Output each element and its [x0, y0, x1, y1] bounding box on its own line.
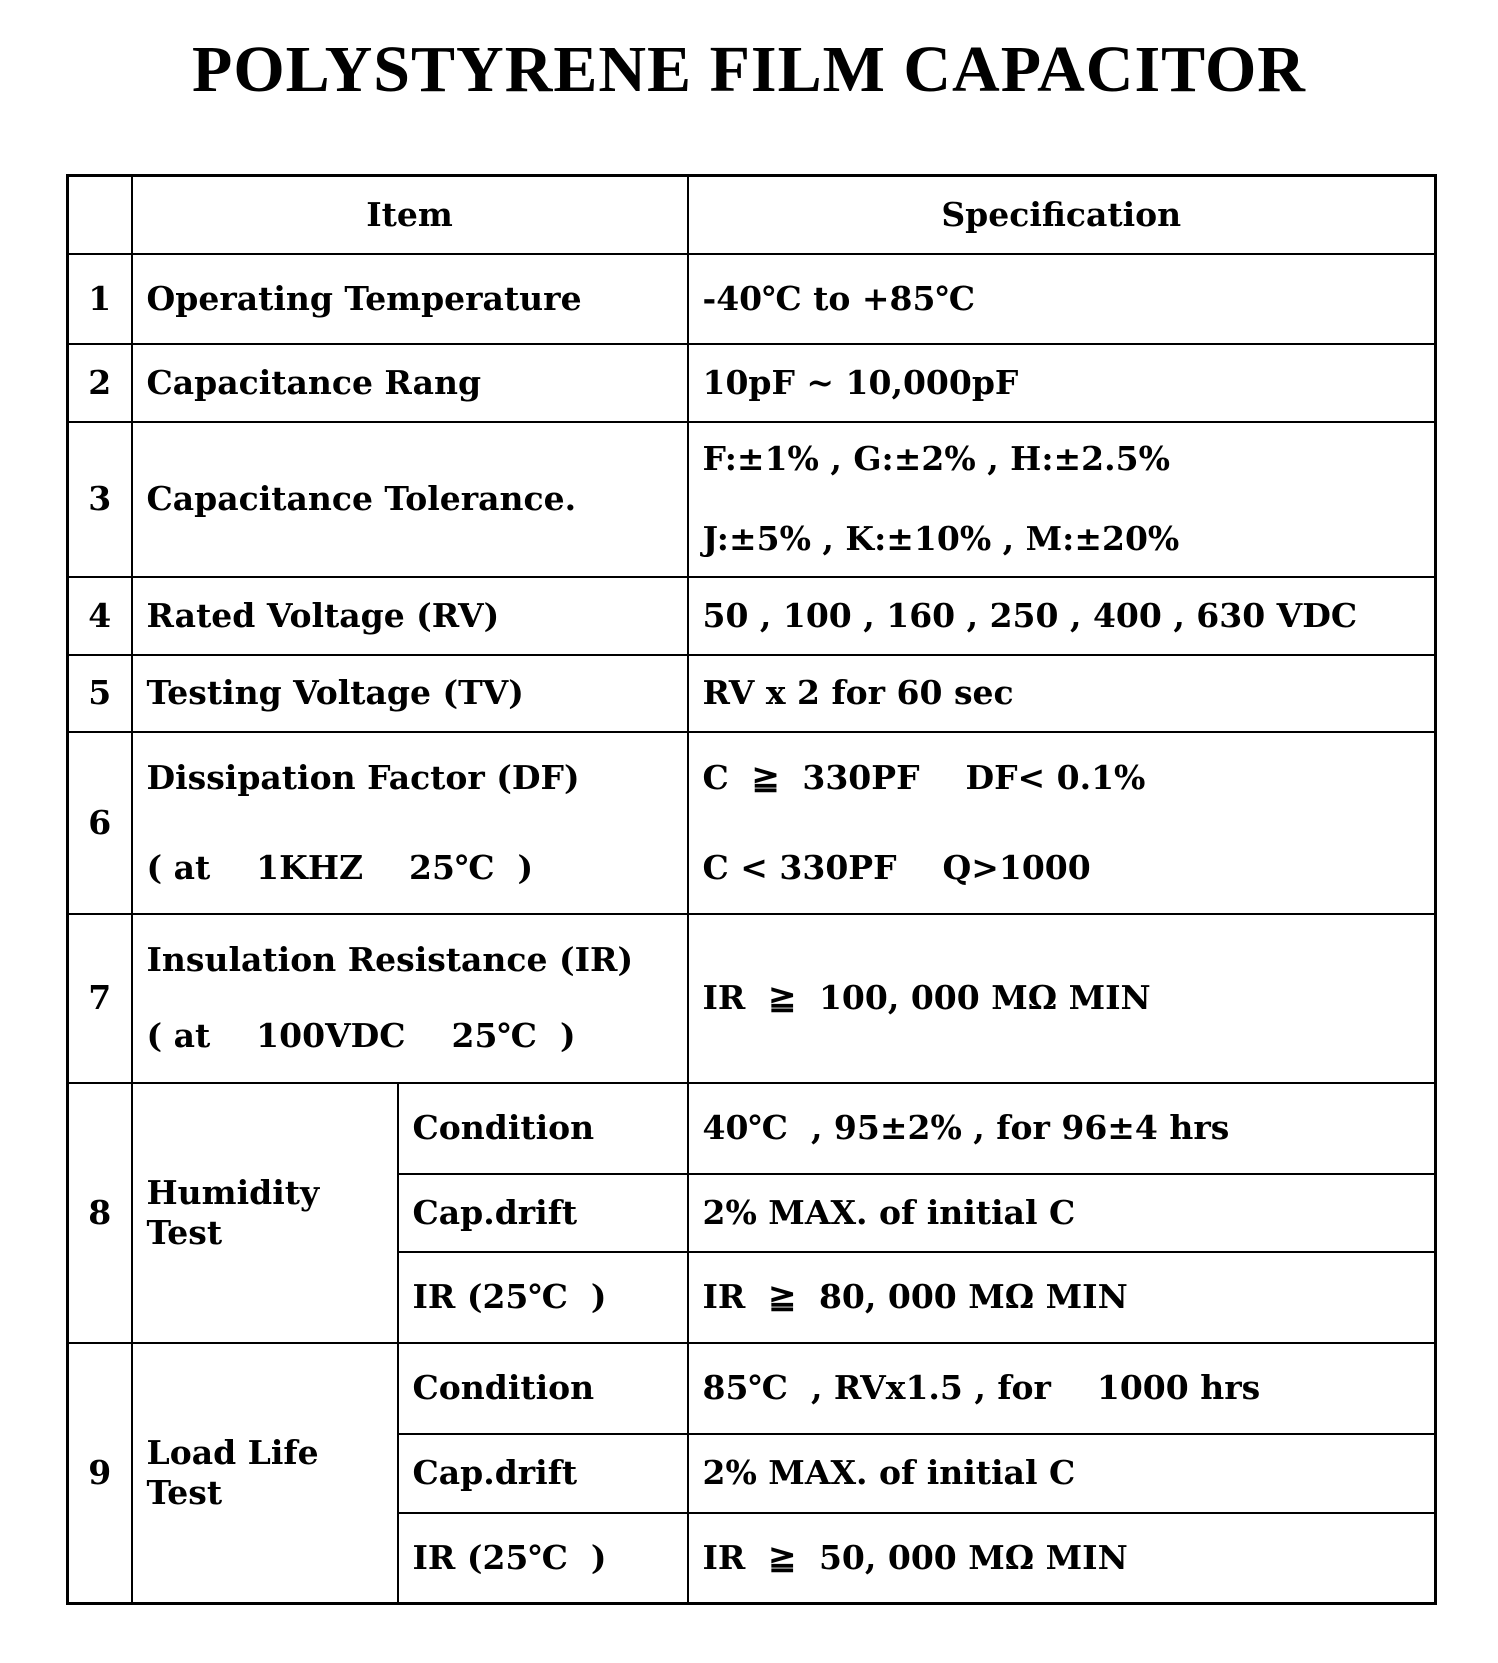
table-row	[68, 732, 1436, 914]
sub-item-cell: IR (25℃ )	[398, 1252, 688, 1343]
spec-cell: 40℃ , 95±2% , for 96±4 hrs	[688, 1083, 1436, 1174]
item-line: Insulation Resistance (IR)	[146, 940, 634, 979]
spec-cell: 85℃ , RVx1.5 , for 1000 hrs	[688, 1343, 1436, 1434]
table-row	[68, 1083, 1436, 1174]
spec-cell: IR ≧ 50, 000 MΩ MIN	[688, 1513, 1436, 1604]
spec-line: C < 330PF Q>1000	[702, 847, 1091, 887]
item-cell	[132, 914, 688, 1083]
spec-line: J:±5% , K:±10% , M:±20%	[702, 519, 1180, 558]
table-row	[68, 577, 1436, 655]
row-number: 3	[68, 422, 132, 577]
row-number: 1	[68, 254, 132, 344]
sub-item-cell: Condition	[398, 1083, 688, 1174]
row-number: 9	[68, 1343, 132, 1604]
item-cell: Operating Temperature	[132, 254, 688, 344]
sub-item-cell: Cap.drift	[398, 1434, 688, 1513]
header-row	[68, 176, 1436, 254]
row-number: 8	[68, 1083, 132, 1343]
item-cell: Capacitance Tolerance.	[132, 422, 688, 577]
spec-cell: 10pF ~ 10,000pF	[688, 344, 1436, 422]
sub-item-cell: Cap.drift	[398, 1174, 688, 1252]
item-cell: Load Life Test	[132, 1343, 398, 1604]
item-cell	[132, 732, 688, 914]
spec-line: F:±1% , G:±2% , H:±2.5%	[702, 439, 1170, 478]
item-line: ( at 100VDC 25℃ )	[146, 1016, 576, 1055]
table-row	[68, 914, 1436, 1083]
item-cell: Rated Voltage (RV)	[132, 577, 688, 655]
item-line: Dissipation Factor (DF)	[146, 757, 580, 797]
spec-cell: RV x 2 for 60 sec	[688, 655, 1436, 732]
table-row	[68, 254, 1436, 344]
header-no	[68, 176, 132, 254]
item-line: ( at 1KHZ 25℃ )	[146, 847, 534, 887]
row-number: 2	[68, 344, 132, 422]
spec-line: C ≧ 330PF DF< 0.1%	[702, 757, 1146, 797]
table-row	[68, 655, 1436, 732]
spec-cell: IR ≧ 80, 000 MΩ MIN	[688, 1252, 1436, 1343]
spec-cell: 2% MAX. of initial C	[688, 1434, 1436, 1513]
spec-cell: 50 , 100 , 160 , 250 , 400 , 630 VDC	[688, 577, 1436, 655]
item-cell: Capacitance Rang	[132, 344, 688, 422]
sub-item-cell: Condition	[398, 1343, 688, 1434]
table-row	[68, 422, 1436, 577]
sub-item-cell: IR (25℃ )	[398, 1513, 688, 1604]
row-number: 7	[68, 914, 132, 1083]
table-row	[68, 344, 1436, 422]
spec-cell: -40℃ to +85℃	[688, 254, 1436, 344]
row-number: 5	[68, 655, 132, 732]
item-cell: Humidity Test	[132, 1083, 398, 1343]
document-title: POLYSTYRENE FILM CAPACITOR	[192, 33, 1306, 106]
row-number: 4	[68, 577, 132, 655]
table-row	[68, 1343, 1436, 1434]
spec-cell: 2% MAX. of initial C	[688, 1174, 1436, 1252]
spec-cell: IR ≧ 100, 000 MΩ MIN	[688, 914, 1436, 1083]
row-number: 6	[68, 732, 132, 914]
spec-cell	[688, 422, 1436, 577]
header-specification: Specification	[688, 176, 1436, 254]
spec-cell	[688, 732, 1436, 914]
specification-table	[66, 174, 1437, 1605]
header-item: Item	[132, 176, 688, 254]
item-cell: Testing Voltage (TV)	[132, 655, 688, 732]
